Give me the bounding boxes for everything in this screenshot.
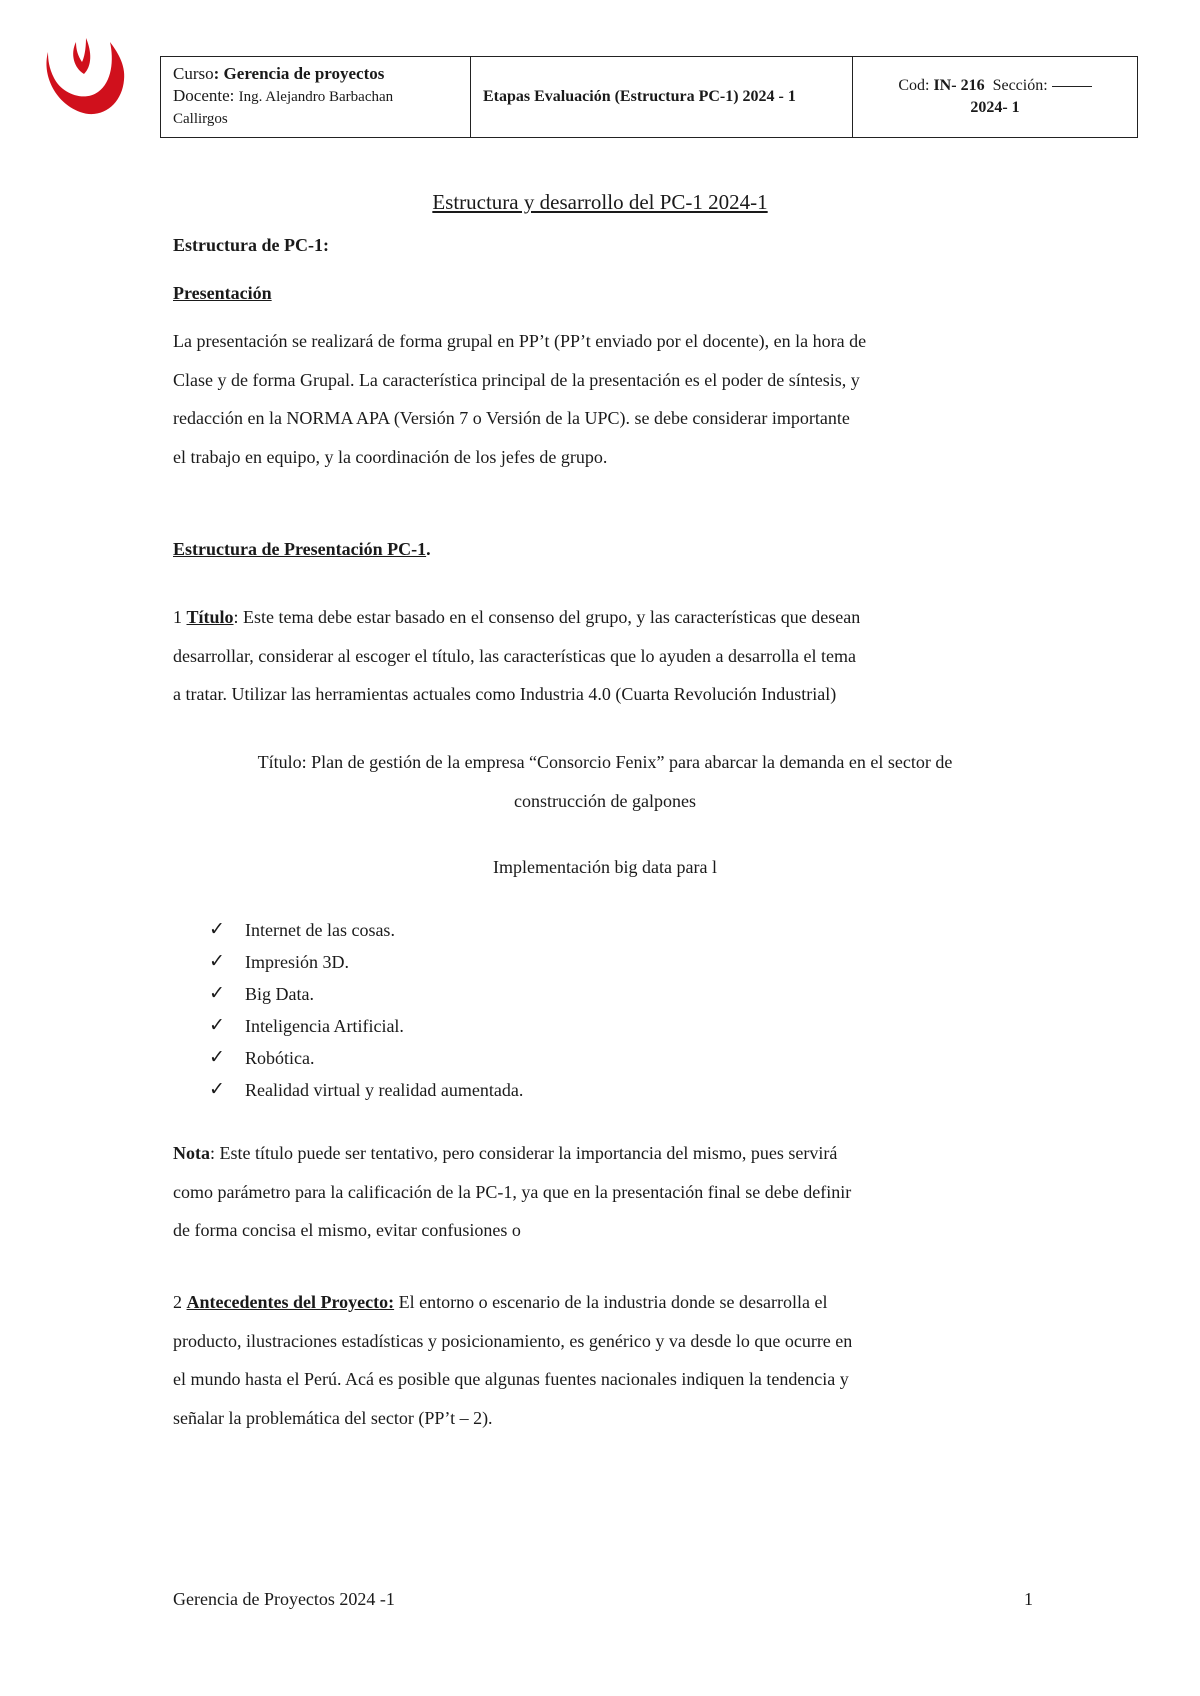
- checkmark-icon: ✓: [209, 983, 225, 1004]
- checkmark-icon: ✓: [209, 951, 225, 972]
- section2-paragraph: [173, 1283, 1037, 1437]
- list-item-text: Inteligencia Artificial.: [245, 1016, 404, 1036]
- section-blank: [1052, 86, 1092, 87]
- list-item: [173, 914, 1037, 946]
- section2-line: producto, ilustraciones estadísticas y posicionamiento, es genérico y va desde lo que ocurre en: [173, 1330, 853, 1351]
- course-prefix: Curso: [173, 64, 214, 83]
- list-item-text: Realidad virtual y realidad aumentada.: [245, 1080, 524, 1100]
- section2-number: 2: [173, 1292, 182, 1312]
- section1-label: Título: [186, 607, 234, 627]
- course-separator: :: [213, 64, 224, 83]
- technology-checklist: [173, 914, 1037, 1106]
- checkmark-icon: ✓: [209, 1047, 225, 1068]
- note-line: : Este título puede ser tentativo, pero considerar la importancia del mismo, pues servirá: [210, 1143, 838, 1163]
- code-value: IN- 216: [933, 77, 985, 94]
- presentation-line: el trabajo en equipo, y la coordinación de los jefes de grupo.: [173, 446, 608, 467]
- note-line: como parámetro para la calificación de la PC-1, ya que en la presentación final se debe definir: [173, 1181, 852, 1202]
- evaluation-stage-cell: [471, 57, 853, 137]
- structure-presentation-heading-dot: .: [426, 539, 431, 559]
- list-item-text: Internet de las cosas.: [245, 920, 395, 940]
- teacher-prefix: Docente: [173, 86, 230, 105]
- section2-first-line: [173, 1283, 1037, 1322]
- section2-label: Antecedentes del Proyecto:: [186, 1292, 395, 1312]
- list-item: [173, 1042, 1037, 1074]
- section2-line: El entorno o escenario de la industria donde se desarrolla el: [394, 1292, 828, 1312]
- section1-number: 1: [173, 607, 182, 627]
- presentation-paragraph: [173, 322, 1037, 476]
- list-item: [173, 1010, 1037, 1042]
- teacher-line: [173, 85, 460, 108]
- section1-paragraph: [173, 598, 1037, 714]
- structure-heading: Estructura de PC-1:: [173, 235, 329, 255]
- note-line: de forma concisa el mismo, evitar confusiones o: [173, 1220, 521, 1240]
- course-name: Gerencia de proyectos: [223, 64, 385, 83]
- evaluation-stage-text: Etapas Evaluación (Estructura PC-1) 2024 - 1: [483, 88, 796, 105]
- section1-line: a tratar. Utilizar las herramientas actuales como Industria 4.0 (Cuarta Revolución Industrial): [173, 684, 837, 704]
- list-item: [173, 946, 1037, 978]
- project-title-line: Título: Plan de gestión de la empresa “Consorcio Fenix” para abarcar la demanda en el sector de: [257, 752, 953, 772]
- structure-heading-block: [173, 232, 1037, 258]
- implementation-block: [173, 848, 1037, 887]
- document-title: Estructura y desarrollo del PC-1 2024-1: [432, 190, 768, 214]
- presentation-heading: Presentación: [173, 283, 272, 303]
- period-value: 2024- 1: [970, 99, 1020, 116]
- section1-line: : Este tema debe estar basado en el consenso del grupo, y las características que desean: [233, 607, 861, 627]
- checkmark-icon: ✓: [209, 919, 225, 940]
- teacher-name: Ing. Alejandro Barbachan: [238, 89, 394, 105]
- section2-line: el mundo hasta el Perú. Acá es posible que algunas fuentes nacionales indiquen la tendencia y: [173, 1369, 849, 1389]
- list-item-text: Big Data.: [245, 984, 314, 1004]
- checkmark-icon: ✓: [209, 1079, 225, 1100]
- presentation-line: Clase y de forma Grupal. La característica principal de la presentación es el poder de síntesis, y: [173, 369, 860, 390]
- code-line: [853, 75, 1137, 97]
- structure-presentation-heading-block: [173, 536, 1037, 562]
- project-title-line: construcción de galpones: [514, 790, 696, 811]
- code-section-cell: [853, 57, 1137, 137]
- course-info-cell: [161, 57, 471, 137]
- teacher-name-line2: Callirgos: [173, 111, 228, 127]
- section-label: Sección:: [992, 77, 1048, 94]
- university-logo-icon: [40, 34, 126, 120]
- presentation-line: La presentación se realizará de forma grupal en PP’t (PP’t enviado por el docente), en la hora de: [173, 331, 867, 351]
- section1-first-line: [173, 598, 1037, 637]
- list-item: [173, 1074, 1037, 1106]
- list-item-text: Robótica.: [245, 1048, 315, 1068]
- checkmark-icon: ✓: [209, 1015, 225, 1036]
- project-title-block: [173, 743, 1037, 820]
- presentation-line: redacción en la NORMA APA (Versión 7 o Versión de la UPC). se debe considerar importante: [173, 408, 850, 428]
- note-label: Nota: [173, 1143, 210, 1163]
- code-label: Cod:: [898, 77, 930, 94]
- list-item-text: Impresión 3D.: [245, 952, 349, 972]
- teacher-separator: :: [229, 86, 239, 105]
- footer-text: Gerencia de Proyectos 2024 -1: [173, 1589, 395, 1609]
- section1-line: desarrollar, considerar al escoger el título, las características que lo ayuden a desarrolla el tema: [173, 645, 856, 666]
- note-paragraph: [173, 1134, 1037, 1250]
- structure-presentation-heading: Estructura de Presentación PC-1: [173, 539, 427, 559]
- list-item: [173, 978, 1037, 1010]
- section2-line: señalar la problemática del sector (PP’t – 2).: [173, 1407, 493, 1428]
- course-line: [173, 63, 460, 85]
- note-first-line: [173, 1134, 1037, 1173]
- header-table: [160, 56, 1138, 138]
- page-number: 1: [1024, 1589, 1033, 1609]
- presentation-heading-block: [173, 280, 1037, 306]
- implementation-text: Implementación big data para l: [493, 857, 717, 877]
